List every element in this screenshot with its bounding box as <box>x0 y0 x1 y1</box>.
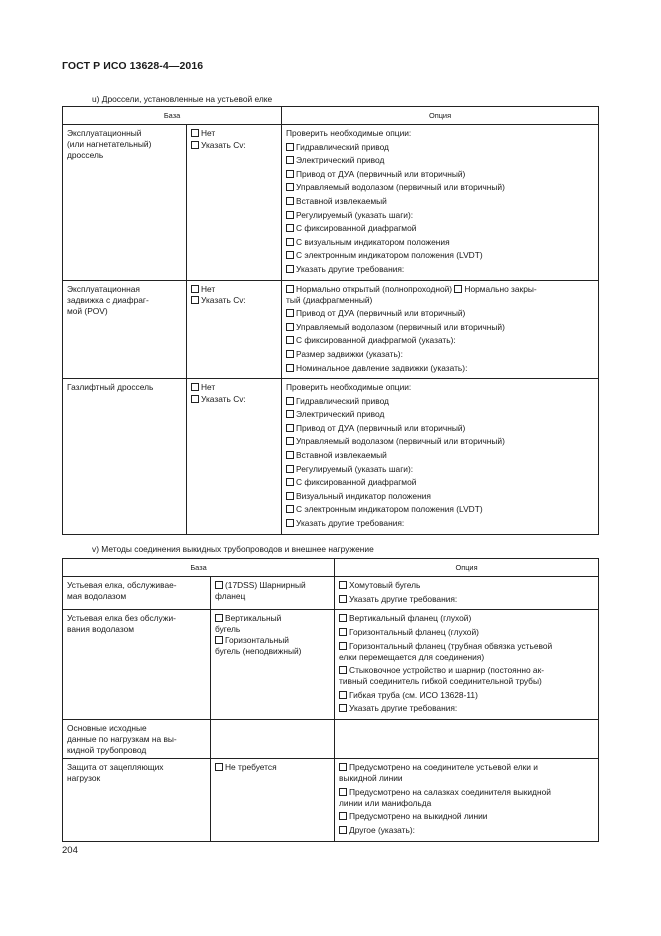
table-row <box>63 720 599 759</box>
column-header-option: Опция <box>282 107 599 125</box>
checkbox[interactable] <box>286 323 294 331</box>
checkbox[interactable] <box>286 364 294 372</box>
checkbox-option[interactable] <box>286 436 594 450</box>
checkbox-option[interactable] <box>286 182 594 196</box>
base-cell <box>63 280 187 379</box>
table-row <box>63 610 599 720</box>
checkbox-option[interactable] <box>286 491 594 505</box>
checkbox-option[interactable] <box>215 762 330 776</box>
cv-cell <box>187 379 282 535</box>
checkbox-label: Указать Cv: <box>201 139 246 150</box>
checkbox-option[interactable] <box>339 703 594 714</box>
checkbox-option[interactable] <box>286 196 594 210</box>
checkbox-label: С фиксированной диафрагмой <box>296 477 417 488</box>
checkbox-label: Управляемый водолазом (первичный или вторичный) <box>296 182 505 193</box>
base-cell <box>63 610 211 720</box>
options-intro: Проверить необходимые опции: <box>286 382 412 393</box>
base-text: (или нагнетательный) <box>67 139 152 149</box>
checkbox-label: Указать другие требования: <box>349 703 458 714</box>
checkbox[interactable] <box>286 519 294 527</box>
checkbox[interactable] <box>286 410 294 418</box>
checkbox-option[interactable] <box>215 613 330 624</box>
table-row <box>63 379 599 535</box>
checkbox[interactable] <box>215 614 223 622</box>
checkbox-label-continuation: тивный соединитель гибкой соединительной трубы) <box>339 676 542 687</box>
checkbox[interactable] <box>286 251 294 259</box>
checkbox-option[interactable] <box>191 284 277 296</box>
base-text: Эксплуатационная <box>67 283 140 294</box>
base-text: Устьевая елка без обслужи- <box>67 613 176 624</box>
flowline-connections-table <box>62 558 599 842</box>
checkbox-label: Регулируемый (указать шаги): <box>296 463 414 474</box>
checkbox-option-pair <box>286 284 594 295</box>
page-number: 204 <box>62 845 78 856</box>
checkbox-option[interactable] <box>286 335 594 349</box>
options-intro: Проверить необходимые опции: <box>286 128 412 138</box>
base-text: Эксплуатационный <box>67 128 142 138</box>
checkbox-option[interactable] <box>286 169 594 183</box>
checkbox-label: Электрический привод <box>296 155 385 166</box>
table-row <box>63 125 599 281</box>
column-header-base: База <box>63 559 335 577</box>
checkbox-label-continuation: тый (диафрагменный) <box>286 294 373 305</box>
checkbox-option[interactable] <box>191 140 277 154</box>
checkbox-label: Привод от ДУА (первичный или вторичный) <box>296 168 466 179</box>
checkbox-label: Горизонтальный фланец (глухой) <box>349 627 479 638</box>
checkbox[interactable] <box>286 451 294 459</box>
checkbox[interactable] <box>286 465 294 473</box>
checkbox-label: Вертикальный фланец (глухой) <box>349 613 472 624</box>
checkbox-label: Указать другие требования: <box>296 518 405 529</box>
document-title: ГОСТ Р ИСО 13628-4—2016 <box>62 60 204 72</box>
checkbox[interactable] <box>339 704 347 712</box>
checkbox-option[interactable] <box>286 464 594 478</box>
table-header-row <box>63 107 599 125</box>
checkbox[interactable] <box>339 788 347 796</box>
base-text: Устьевая елка, обслуживае- <box>67 580 177 590</box>
checkbox[interactable] <box>286 238 294 246</box>
checkbox[interactable] <box>339 614 347 622</box>
checkbox-label: Визуальный индикатор положения <box>296 490 431 501</box>
checkbox-label: С визуальным индикатором положения <box>296 236 450 247</box>
checkbox-label: Управляемый водолазом (первичный или вторичный) <box>296 436 505 447</box>
checkbox-option[interactable] <box>286 477 594 491</box>
checkbox-option[interactable] <box>339 613 594 624</box>
checkbox-label-continuation: елки перемещается для соединения) <box>339 651 485 662</box>
table-row <box>63 759 599 841</box>
checkbox-label: Другое (указать): <box>349 824 415 835</box>
checkbox-option[interactable] <box>191 295 277 309</box>
checkbox-option[interactable] <box>286 210 594 224</box>
checkbox-option[interactable] <box>286 237 594 251</box>
checkbox-label: Привод от ДУА (первичный или вторичный) <box>296 308 466 319</box>
checkbox[interactable] <box>286 505 294 513</box>
base-cell <box>63 759 211 841</box>
mid-cell <box>211 577 335 610</box>
base-cell <box>63 720 211 759</box>
checkbox[interactable] <box>339 666 347 674</box>
mid-cell <box>211 759 335 841</box>
section-u-heading: u) Дроссели, установленные на устьевой елке <box>92 94 273 104</box>
checkbox-option[interactable] <box>339 762 594 784</box>
checkbox-label: Стыковочное устройство и шарнир (постоянно ак- <box>349 665 545 676</box>
checkbox[interactable] <box>339 763 347 771</box>
checkbox-option[interactable] <box>286 363 594 377</box>
checkbox-option[interactable] <box>286 223 594 237</box>
checkbox[interactable] <box>339 691 347 699</box>
checkbox-label: С фиксированной диафрагмой (указать): <box>296 335 456 346</box>
options-cell <box>335 577 599 610</box>
base-text: Газлифтный дроссель <box>67 382 154 393</box>
checkbox-label-continuation: бугель <box>215 624 241 635</box>
base-cell <box>63 379 187 535</box>
checkbox-label: Не требуется <box>225 762 277 773</box>
checkbox-option[interactable] <box>286 250 594 264</box>
checkbox[interactable] <box>286 336 294 344</box>
base-text: мая водолазом <box>67 591 127 601</box>
checkbox[interactable] <box>286 224 294 232</box>
checkbox-label: Управляемый водолазом (первичный или вторичный) <box>296 321 505 332</box>
checkbox-label: Нет <box>201 382 216 393</box>
checkbox-label: Регулируемый (указать шаги): <box>296 209 414 220</box>
checkbox[interactable] <box>286 492 294 500</box>
mid-cell <box>211 720 335 759</box>
checkbox-option[interactable] <box>286 322 594 336</box>
checkbox-option[interactable] <box>286 264 594 278</box>
checkbox-label: (17DSS) Шарнирный <box>225 580 306 590</box>
options-cell <box>335 759 599 841</box>
checkbox-label: Гидравлический привод <box>296 395 389 406</box>
checkbox-option[interactable] <box>339 690 594 701</box>
checkbox[interactable] <box>339 812 347 820</box>
checkbox[interactable] <box>286 397 294 405</box>
checkbox-label: Номинальное давление задвижки (указать): <box>296 362 468 373</box>
checkbox-label: Нормально открытый (полнопроходной) <box>296 283 453 294</box>
base-cell <box>63 577 211 610</box>
checkbox-option[interactable] <box>339 811 594 822</box>
checkbox-label: Вертикальный <box>225 613 282 624</box>
checkbox-label: Электрический привод <box>296 409 385 420</box>
checkbox-option[interactable] <box>215 580 330 591</box>
checkbox-label: Предусмотрено на соединителе устьевой елки и <box>349 762 538 773</box>
options-cell <box>282 379 599 535</box>
checkbox-label: Горизонтальный <box>225 635 289 646</box>
checkbox-label: Гибкая труба (см. ИСО 13628-11) <box>349 689 478 700</box>
checkbox-option[interactable] <box>286 396 594 410</box>
table-row <box>63 280 599 379</box>
checkbox-option[interactable] <box>286 142 594 156</box>
base-text: мой (POV) <box>67 305 108 316</box>
base-text: дроссель <box>67 150 104 160</box>
checkbox[interactable] <box>215 636 223 644</box>
options-cell <box>335 610 599 720</box>
cv-cell <box>187 125 282 281</box>
checkbox-label: Предусмотрено на выкидной линии <box>349 811 488 822</box>
checkbox[interactable] <box>286 478 294 486</box>
checkbox[interactable] <box>191 395 199 403</box>
checkbox-label: С электронным индикатором положения (LVDT) <box>296 250 483 261</box>
checkbox[interactable] <box>286 350 294 358</box>
checkbox-option[interactable] <box>286 450 594 464</box>
checkbox-label: Указать другие требования: <box>296 263 405 274</box>
checkbox-option[interactable] <box>215 635 330 646</box>
mid-cell <box>211 610 335 720</box>
checkbox-label: Привод от ДУА (первичный или вторичный) <box>296 422 466 433</box>
checkbox[interactable] <box>286 309 294 317</box>
base-text: данные по нагрузкам на вы- <box>67 734 177 745</box>
checkbox[interactable] <box>339 581 347 589</box>
table-header-row <box>63 559 599 577</box>
checkbox-label: Нормально закры- <box>464 283 537 294</box>
checkbox[interactable] <box>215 581 223 589</box>
checkbox[interactable] <box>339 642 347 650</box>
checkbox-option[interactable] <box>339 825 594 836</box>
checkbox[interactable] <box>286 197 294 205</box>
checkbox[interactable] <box>286 424 294 432</box>
checkbox-option[interactable] <box>339 641 594 663</box>
checkbox-option[interactable] <box>286 155 594 169</box>
checkbox[interactable] <box>286 183 294 191</box>
base-text: нагрузок <box>67 773 101 784</box>
checkbox-label: Нет <box>201 283 216 294</box>
checkbox[interactable] <box>191 285 199 293</box>
checkbox[interactable] <box>191 383 199 391</box>
checkbox-label: С электронным индикатором положения (LVDT) <box>296 504 483 515</box>
base-text: кидной трубопровод <box>67 745 147 756</box>
base-text: Основные исходные <box>67 723 147 734</box>
base-text: Защита от зацепляющих <box>67 762 164 773</box>
checkbox-option[interactable] <box>191 394 277 408</box>
checkbox[interactable] <box>191 296 199 304</box>
cv-cell <box>187 280 282 379</box>
checkbox-option[interactable] <box>191 382 277 394</box>
checkbox-option[interactable] <box>339 594 594 605</box>
checkbox[interactable] <box>286 285 294 293</box>
checkbox-label-continuation: бугель (неподвижный) <box>215 646 302 657</box>
checkbox-option[interactable] <box>286 423 594 437</box>
checkbox[interactable] <box>286 143 294 151</box>
column-header-option: Опция <box>335 559 599 577</box>
checkbox[interactable] <box>191 141 199 149</box>
checkbox[interactable] <box>286 437 294 445</box>
checkbox-label: Предусмотрено на салазках соединителя выкидной <box>349 786 551 797</box>
chokes-table <box>62 106 599 535</box>
checkbox[interactable] <box>339 595 347 603</box>
checkbox-label: Вставной извлекаемый <box>296 195 387 206</box>
checkbox[interactable] <box>454 285 462 293</box>
base-text: задвижка с диафраг- <box>67 294 149 305</box>
checkbox-option[interactable] <box>286 409 594 423</box>
checkbox-label: Указать Cv: <box>201 295 246 306</box>
checkbox[interactable] <box>339 826 347 834</box>
checkbox-label: Размер задвижки (указать): <box>296 348 403 359</box>
section-v-heading: v) Методы соединения выкидных трубопроводов и внешнее нагружение <box>92 544 374 554</box>
column-header-base: База <box>63 107 282 125</box>
checkbox[interactable] <box>286 156 294 164</box>
checkbox-option[interactable] <box>286 518 594 532</box>
checkbox[interactable] <box>191 129 199 137</box>
checkbox-option[interactable] <box>286 349 594 363</box>
checkbox-label: Указать Cv: <box>201 393 246 404</box>
checkbox-label-continuation: выкидной линии <box>339 773 403 784</box>
checkbox-label: С фиксированной диафрагмой <box>296 223 417 234</box>
checkbox[interactable] <box>286 170 294 178</box>
checkbox-label: Нет <box>201 128 216 138</box>
checkbox-option[interactable] <box>339 665 594 687</box>
checkbox-label: Горизонтальный фланец (трубная обвязка устьевой <box>349 640 553 651</box>
checkbox-option[interactable] <box>339 580 594 591</box>
checkbox-option[interactable] <box>339 787 594 809</box>
checkbox[interactable] <box>286 265 294 273</box>
checkbox-option[interactable] <box>339 627 594 638</box>
options-cell <box>282 125 599 281</box>
base-cell <box>63 125 187 281</box>
checkbox-option[interactable] <box>191 128 277 140</box>
options-cell <box>282 280 599 379</box>
checkbox[interactable] <box>286 211 294 219</box>
options-cell <box>335 720 599 759</box>
checkbox-label: Хомутовый бугель <box>349 580 421 590</box>
checkbox-option[interactable] <box>286 504 594 518</box>
base-text: вания водолазом <box>67 624 134 635</box>
checkbox-label-continuation: фланец <box>215 591 246 601</box>
checkbox-label-continuation: линии или манифольда <box>339 797 432 808</box>
checkbox-label: Вставной извлекаемый <box>296 450 387 461</box>
checkbox-label: Гидравлический привод <box>296 141 389 152</box>
checkbox[interactable] <box>215 763 223 771</box>
table-row <box>63 577 599 610</box>
checkbox-label: Указать другие требования: <box>349 593 458 604</box>
checkbox-option[interactable] <box>286 308 594 322</box>
checkbox[interactable] <box>339 628 347 636</box>
